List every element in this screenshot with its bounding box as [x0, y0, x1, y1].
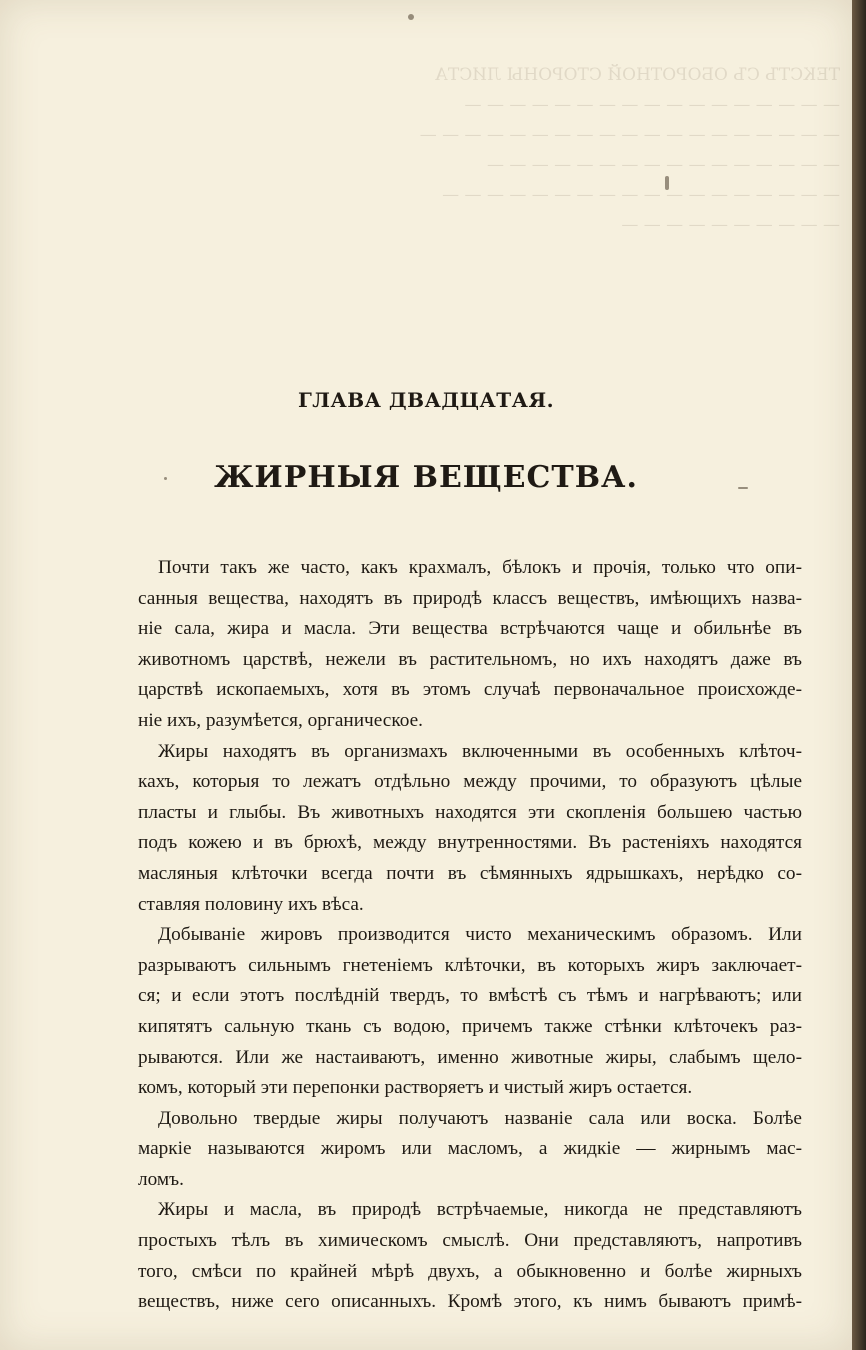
- text-line: ніе сала, жира и масла. Эти вещества встрѣчаются чаще и обильнѣе въ: [138, 618, 802, 640]
- text-line: животномъ царствѣ, нежели въ растительномъ, но ихъ находятъ даже въ: [138, 648, 802, 670]
- text-line: ся; и если этотъ послѣдній твердъ, то вмѣстѣ съ тѣмъ и нагрѣваютъ; или: [138, 985, 802, 1007]
- paper-speck: [408, 14, 414, 20]
- text-line: подъ кожею и въ брюхѣ, между внутренностями. Въ растеніяхъ находятся: [138, 832, 802, 854]
- text-line: Жиры и масла, въ природѣ встрѣчаемые, никогда не представляютъ: [158, 1199, 802, 1221]
- text-line: рываются. Или же настаиваютъ, именно животные жиры, слабымъ щело-: [138, 1046, 802, 1068]
- text-line: Довольно твердые жиры получаютъ названіе сала или воска. Болѣе: [158, 1107, 802, 1129]
- paper-speck: [665, 176, 669, 190]
- chapter-heading: ГЛАВА ДВАДЦАТАЯ.: [297, 388, 555, 412]
- show-through-text: ТЕКСТЪ СЪ ОБОРОТНОЙ СТОРОНЫ ЛИСТА — — — — — — — — — — — — — — — — — — — — — — — — — — — — — — — — — — — — — — — — — — — — — — — — — — — — — — — — — — — — — — — — — — — — — — — — — — — — — — — —: [419, 65, 840, 235]
- text-line: Жиры находятъ въ организмахъ включенными въ особенныхъ клѣточ-: [158, 740, 802, 762]
- text-line: масляныя клѣточки всегда почти въ сѣмянныхъ ядрышкахъ, нерѣдко со-: [138, 862, 802, 884]
- text-line: пласты и глыбы. Въ животныхъ находятся эти скопленія большею частью: [138, 801, 802, 823]
- text-line: царствѣ ископаемыхъ, хотя въ этомъ случаѣ первоначальное происхожде-: [138, 679, 802, 701]
- text-line: ломъ.: [138, 1168, 184, 1190]
- text-line: Добываніе жировъ производится чисто механическимъ образомъ. Или: [158, 924, 802, 946]
- text-line: Почти такъ же часто, какъ крахмалъ, бѣлокъ и прочія, только что опи-: [158, 557, 802, 578]
- text-line: разрываютъ сильнымъ гнетеніемъ клѣточки, въ которыхъ жиръ заключает-: [138, 954, 802, 976]
- text-line: того, смѣси по крайней мѣрѣ двухъ, а обыкновенно и болѣе жирныхъ: [138, 1260, 802, 1282]
- text-line: ставляя половину ихъ вѣса.: [138, 893, 364, 915]
- text-line: кипятятъ сальную ткань съ водою, причемъ также стѣнки клѣточекъ раз-: [138, 1015, 802, 1037]
- text-line: простыхъ тѣлъ въ химическомъ смыслѣ. Они представляютъ, напротивъ: [138, 1230, 802, 1252]
- text-line: веществъ, ниже сего описанныхъ. Кромѣ этого, къ нимъ бываютъ примѣ-: [138, 1291, 802, 1313]
- text-line: ніе ихъ, разумѣется, органическое.: [138, 709, 423, 731]
- chapter-title: ЖИРНЫЯ ВЕЩЕСТВА.: [214, 460, 638, 495]
- text-line: кахъ, которыя то лежатъ отдѣльно между прочими, то образуютъ цѣлые: [138, 771, 802, 793]
- page-edge-shadow: [852, 0, 866, 1350]
- text-line: комъ, который эти перепонки растворяетъ и чистый жиръ остается.: [138, 1077, 693, 1099]
- text-line: санныя вещества, находятъ въ природѣ классъ веществъ, имѣющихъ назва-: [138, 587, 802, 609]
- text-line: маркіе называются жиромъ или масломъ, а жидкіе — жирнымъ мас-: [138, 1138, 802, 1160]
- body-text: [138, 553, 802, 1318]
